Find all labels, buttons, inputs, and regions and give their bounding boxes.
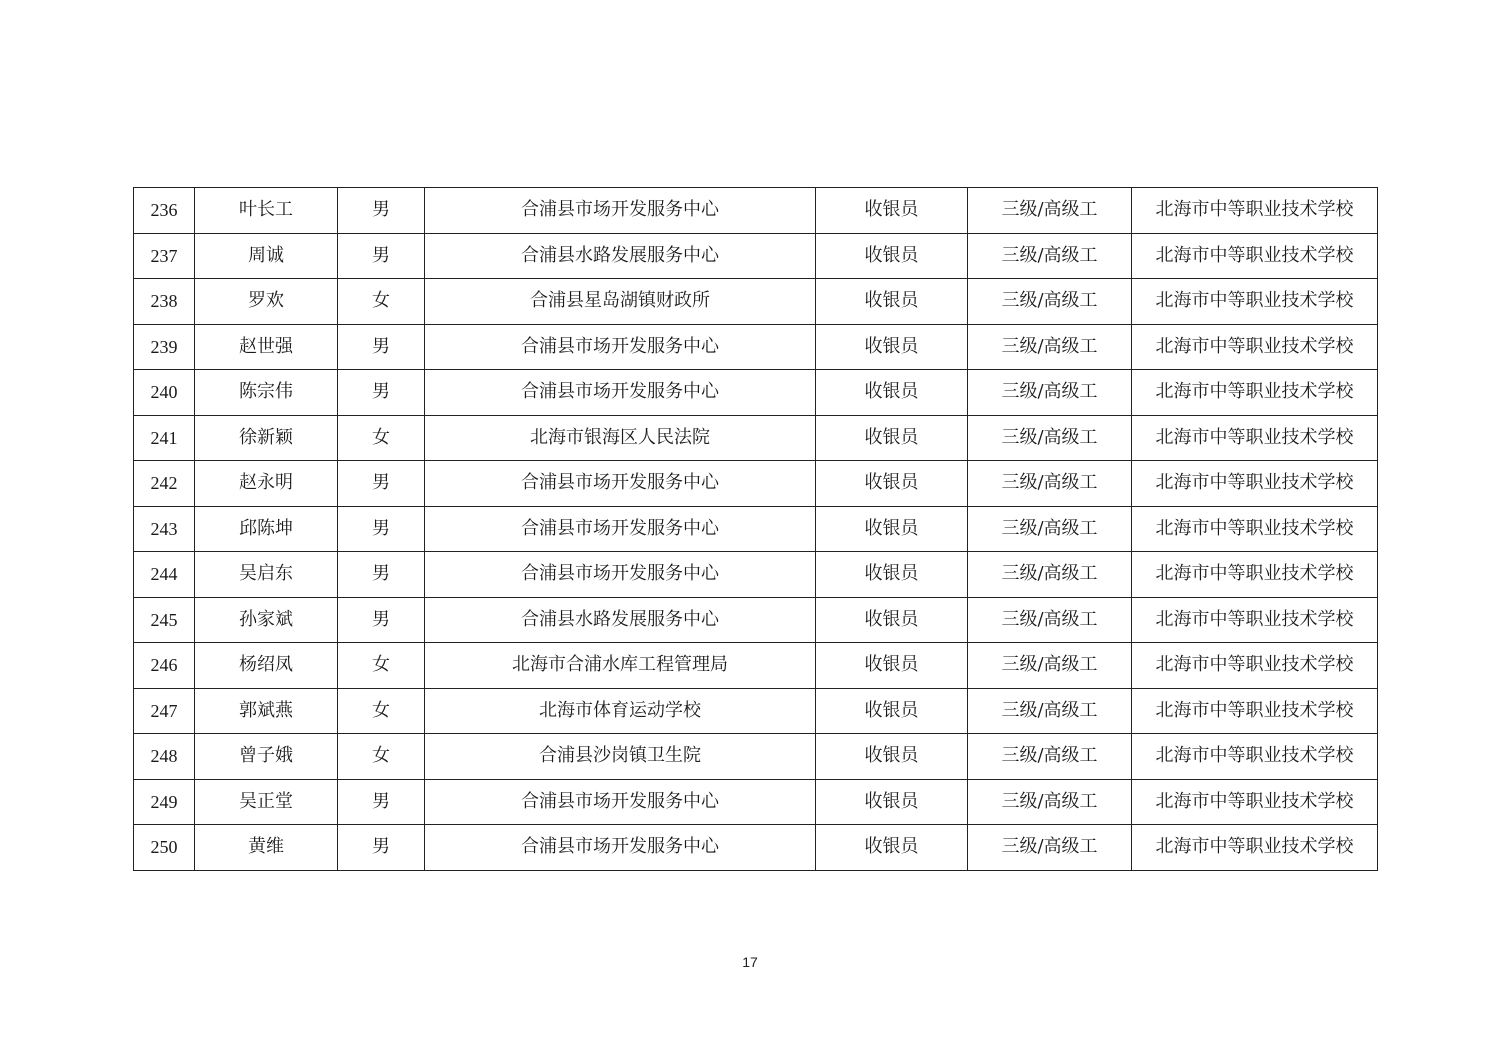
cell-employer: 合浦县市场开发服务中心 [425, 552, 816, 598]
cell-number: 239 [134, 324, 195, 370]
cell-name: 徐新颖 [195, 415, 338, 461]
table-row [134, 734, 1378, 780]
cell-gender: 男 [338, 324, 425, 370]
cell-employer: 合浦县沙岗镇卫生院 [425, 734, 816, 780]
cell-number: 244 [134, 552, 195, 598]
cell-institution: 北海市中等职业技术学校 [1132, 370, 1378, 416]
cell-name: 郭斌燕 [195, 688, 338, 734]
cell-institution: 北海市中等职业技术学校 [1132, 415, 1378, 461]
cell-level: 三级/高级工 [968, 597, 1132, 643]
cell-occupation: 收银员 [816, 415, 968, 461]
cell-occupation: 收银员 [816, 734, 968, 780]
cell-number: 246 [134, 643, 195, 689]
cell-number: 240 [134, 370, 195, 416]
cell-occupation: 收银员 [816, 597, 968, 643]
cell-name: 吴正堂 [195, 779, 338, 825]
cell-number: 247 [134, 688, 195, 734]
cell-level: 三级/高级工 [968, 779, 1132, 825]
cell-occupation: 收银员 [816, 461, 968, 507]
cell-name: 叶长工 [195, 188, 338, 234]
cell-occupation: 收银员 [816, 688, 968, 734]
table-row [134, 643, 1378, 689]
cell-occupation: 收银员 [816, 370, 968, 416]
cell-level: 三级/高级工 [968, 643, 1132, 689]
cell-employer: 合浦县水路发展服务中心 [425, 233, 816, 279]
cell-occupation: 收银员 [816, 779, 968, 825]
cell-occupation: 收银员 [816, 506, 968, 552]
cell-level: 三级/高级工 [968, 233, 1132, 279]
table-row [134, 324, 1378, 370]
roster-table-body [134, 188, 1378, 871]
table-row [134, 461, 1378, 507]
cell-gender: 男 [338, 825, 425, 871]
cell-employer: 合浦县市场开发服务中心 [425, 324, 816, 370]
cell-institution: 北海市中等职业技术学校 [1132, 643, 1378, 689]
cell-name: 邱陈坤 [195, 506, 338, 552]
table-row [134, 825, 1378, 871]
cell-institution: 北海市中等职业技术学校 [1132, 552, 1378, 598]
table-row [134, 370, 1378, 416]
cell-number: 243 [134, 506, 195, 552]
cell-level: 三级/高级工 [968, 415, 1132, 461]
cell-institution: 北海市中等职业技术学校 [1132, 506, 1378, 552]
cell-gender: 女 [338, 734, 425, 780]
cell-gender: 男 [338, 233, 425, 279]
cell-gender: 女 [338, 643, 425, 689]
cell-gender: 男 [338, 779, 425, 825]
cell-institution: 北海市中等职业技术学校 [1132, 188, 1378, 234]
roster-table [133, 187, 1378, 871]
table-row [134, 552, 1378, 598]
table-row [134, 415, 1378, 461]
cell-occupation: 收银员 [816, 233, 968, 279]
cell-employer: 合浦县星岛湖镇财政所 [425, 279, 816, 325]
cell-occupation: 收银员 [816, 324, 968, 370]
cell-employer: 合浦县市场开发服务中心 [425, 825, 816, 871]
cell-occupation: 收银员 [816, 825, 968, 871]
cell-name: 杨绍凤 [195, 643, 338, 689]
cell-gender: 男 [338, 370, 425, 416]
cell-employer: 北海市合浦水库工程管理局 [425, 643, 816, 689]
table-row [134, 779, 1378, 825]
cell-gender: 女 [338, 279, 425, 325]
cell-level: 三级/高级工 [968, 188, 1132, 234]
cell-occupation: 收银员 [816, 188, 968, 234]
cell-gender: 女 [338, 688, 425, 734]
table-row [134, 188, 1378, 234]
cell-number: 248 [134, 734, 195, 780]
cell-gender: 女 [338, 415, 425, 461]
cell-employer: 北海市银海区人民法院 [425, 415, 816, 461]
cell-number: 241 [134, 415, 195, 461]
cell-number: 249 [134, 779, 195, 825]
cell-level: 三级/高级工 [968, 324, 1132, 370]
cell-gender: 男 [338, 506, 425, 552]
cell-name: 罗欢 [195, 279, 338, 325]
cell-institution: 北海市中等职业技术学校 [1132, 825, 1378, 871]
cell-number: 242 [134, 461, 195, 507]
cell-name: 赵永明 [195, 461, 338, 507]
cell-institution: 北海市中等职业技术学校 [1132, 688, 1378, 734]
cell-institution: 北海市中等职业技术学校 [1132, 779, 1378, 825]
cell-number: 237 [134, 233, 195, 279]
cell-employer: 合浦县市场开发服务中心 [425, 370, 816, 416]
cell-name: 赵世强 [195, 324, 338, 370]
cell-institution: 北海市中等职业技术学校 [1132, 461, 1378, 507]
cell-employer: 北海市体育运动学校 [425, 688, 816, 734]
cell-gender: 男 [338, 597, 425, 643]
cell-occupation: 收银员 [816, 552, 968, 598]
cell-employer: 合浦县市场开发服务中心 [425, 506, 816, 552]
cell-gender: 男 [338, 461, 425, 507]
cell-employer: 合浦县市场开发服务中心 [425, 188, 816, 234]
cell-occupation: 收银员 [816, 643, 968, 689]
table-row [134, 279, 1378, 325]
cell-employer: 合浦县市场开发服务中心 [425, 461, 816, 507]
cell-occupation: 收银员 [816, 279, 968, 325]
cell-institution: 北海市中等职业技术学校 [1132, 597, 1378, 643]
cell-gender: 男 [338, 188, 425, 234]
cell-number: 238 [134, 279, 195, 325]
cell-level: 三级/高级工 [968, 461, 1132, 507]
cell-name: 曾子娥 [195, 734, 338, 780]
cell-name: 陈宗伟 [195, 370, 338, 416]
cell-gender: 男 [338, 552, 425, 598]
table-row [134, 506, 1378, 552]
cell-level: 三级/高级工 [968, 370, 1132, 416]
cell-name: 吴启东 [195, 552, 338, 598]
cell-employer: 合浦县水路发展服务中心 [425, 597, 816, 643]
cell-employer: 合浦县市场开发服务中心 [425, 779, 816, 825]
cell-level: 三级/高级工 [968, 279, 1132, 325]
cell-number: 236 [134, 188, 195, 234]
cell-level: 三级/高级工 [968, 688, 1132, 734]
cell-level: 三级/高级工 [968, 552, 1132, 598]
cell-institution: 北海市中等职业技术学校 [1132, 734, 1378, 780]
page-number: 17 [742, 954, 758, 970]
cell-institution: 北海市中等职业技术学校 [1132, 233, 1378, 279]
cell-name: 黄维 [195, 825, 338, 871]
cell-name: 孙家斌 [195, 597, 338, 643]
table-row [134, 597, 1378, 643]
cell-name: 周诚 [195, 233, 338, 279]
cell-institution: 北海市中等职业技术学校 [1132, 324, 1378, 370]
cell-level: 三级/高级工 [968, 506, 1132, 552]
cell-institution: 北海市中等职业技术学校 [1132, 279, 1378, 325]
cell-level: 三级/高级工 [968, 825, 1132, 871]
table-row [134, 233, 1378, 279]
cell-level: 三级/高级工 [968, 734, 1132, 780]
table-row [134, 688, 1378, 734]
cell-number: 250 [134, 825, 195, 871]
cell-number: 245 [134, 597, 195, 643]
